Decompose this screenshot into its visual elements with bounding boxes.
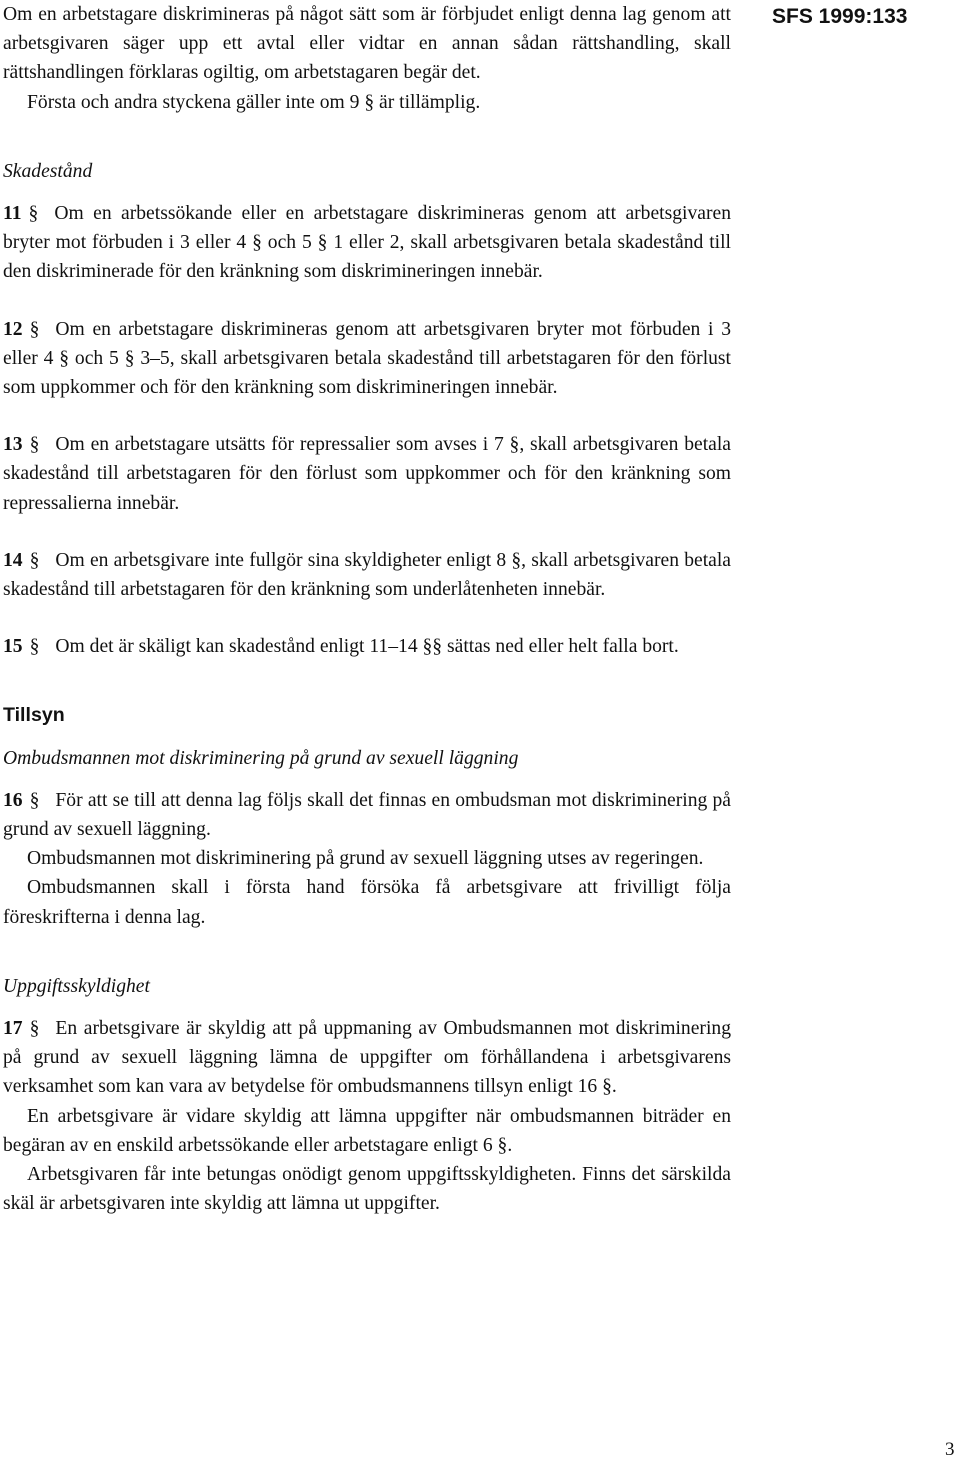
section-number: 16 [3,789,23,811]
paragraph-sign: § [29,549,40,571]
section-17-paragraph: En arbetsgivare är vidare skyldig att lämna uppgifter när ombudsmannen biträder en begäran av en enskild arbetssökande eller arbetstagare enligt 6 §. [3,1105,731,1156]
paragraph-sign: § [29,1018,40,1040]
section-text: Om det är skäligt kan skadestånd enligt 11–14 §§ sättas ned eller helt falla bort. [55,636,679,658]
sfs-number: SFS 1999:133 [772,5,908,28]
section-15 [3,632,731,661]
section-text: För att se till att denna lag följs skall det finnas en ombudsman mot diskriminering på grund av sexuell läggning. [3,789,731,841]
section-17 [3,1014,731,1102]
paragraph-sign: § [29,789,40,811]
section-number: 11 [3,203,22,225]
paragraph-sign: § [29,434,40,456]
section-12 [3,315,731,403]
section-17-paragraph: Arbetsgivaren får inte betungas onödigt genom uppgiftsskyldigheten. Finns det särskilda skäl är arbetsgivaren inte skyldig att lämna ut uppgifter. [3,1164,731,1215]
paragraph-sign: § [29,636,40,658]
page-number: 3 [945,1439,955,1460]
section-number: 17 [3,1018,23,1040]
document-body [3,0,731,1219]
paragraph-sign: § [28,203,39,225]
section-text: Om en arbetstagare utsätts för repressalier som avses i 7 §, skall arbetsgivaren betala skadestånd till arbetstagaren för den förlust som uppkommer och för den kränkning som repressalierna innebär. [3,434,731,514]
section-text: Om en arbetsgivare inte fullgör sina skyldigheter enligt 8 §, skall arbetsgivaren betala skadestånd till arbetstagaren för den kränkning som underlåtenheten innebär. [3,549,731,601]
section-number: 12 [3,318,23,340]
section-number: 13 [3,434,23,456]
intro-paragraph: Första och andra styckena gäller inte om 9 § är tillämplig. [27,91,481,113]
section-16 [3,786,731,844]
section-text: Om en arbetssökande eller en arbetstagare diskrimineras genom att arbetsgivaren bryter mot förbuden i 3 eller 4 § och 5 § 1 eller 2, skall arbetsgivaren betala skadestånd till den diskriminerade för den kränkning som diskrimineringen innebär. [3,203,731,283]
paragraph-sign: § [29,318,40,340]
section-16-paragraph: Ombudsmannen mot diskriminering på grund av sexuell läggning utses av regeringen. [27,848,704,870]
section-heading-uppgiftsskyldighet: Uppgiftsskyldighet [3,975,150,997]
section-text: Om en arbetstagare diskrimineras genom att arbetsgivaren bryter mot förbuden i 3 eller 4 § och 5 § 3–5, skall arbetsgivaren betala skadestånd till arbetstagaren för den förlust som uppkommer och för den kränkning som diskrimineringen innebär. [3,318,731,399]
section-number: 15 [3,636,23,658]
section-text: En arbetsgivare är skyldig att på uppmaning av Ombudsmannen mot diskriminering på grund av sexuell läggning lämna de uppgifter om förhållandena i arbetsgivarens verksamhet som kan vara av betydelse för ombudsmannens tillsyn enligt 16 §. [3,1018,731,1098]
section-heading-tillsyn: Tillsyn [3,704,65,727]
section-16-paragraph: Ombudsmannen skall i första hand försöka få arbetsgivare att frivilligt följa föreskrifterna i denna lag. [3,877,731,928]
section-14 [3,546,731,604]
section-number: 14 [3,549,23,571]
intro-paragraph: Om en arbetstagare diskrimineras på något sätt som är förbjudet enligt denna lag genom att arbetsgivaren säger upp ett avtal eller vidtar en annan sådan rättshandling, skall rättshandlingen förklaras ogiltig, om arbetstagaren begär det. [3,4,731,84]
section-heading-skadestand: Skadestånd [3,160,93,182]
subheading-ombudsmannen: Ombudsmannen mot diskriminering på grund av sexuell läggning [3,747,519,769]
section-13 [3,430,731,518]
section-11 [3,199,731,287]
